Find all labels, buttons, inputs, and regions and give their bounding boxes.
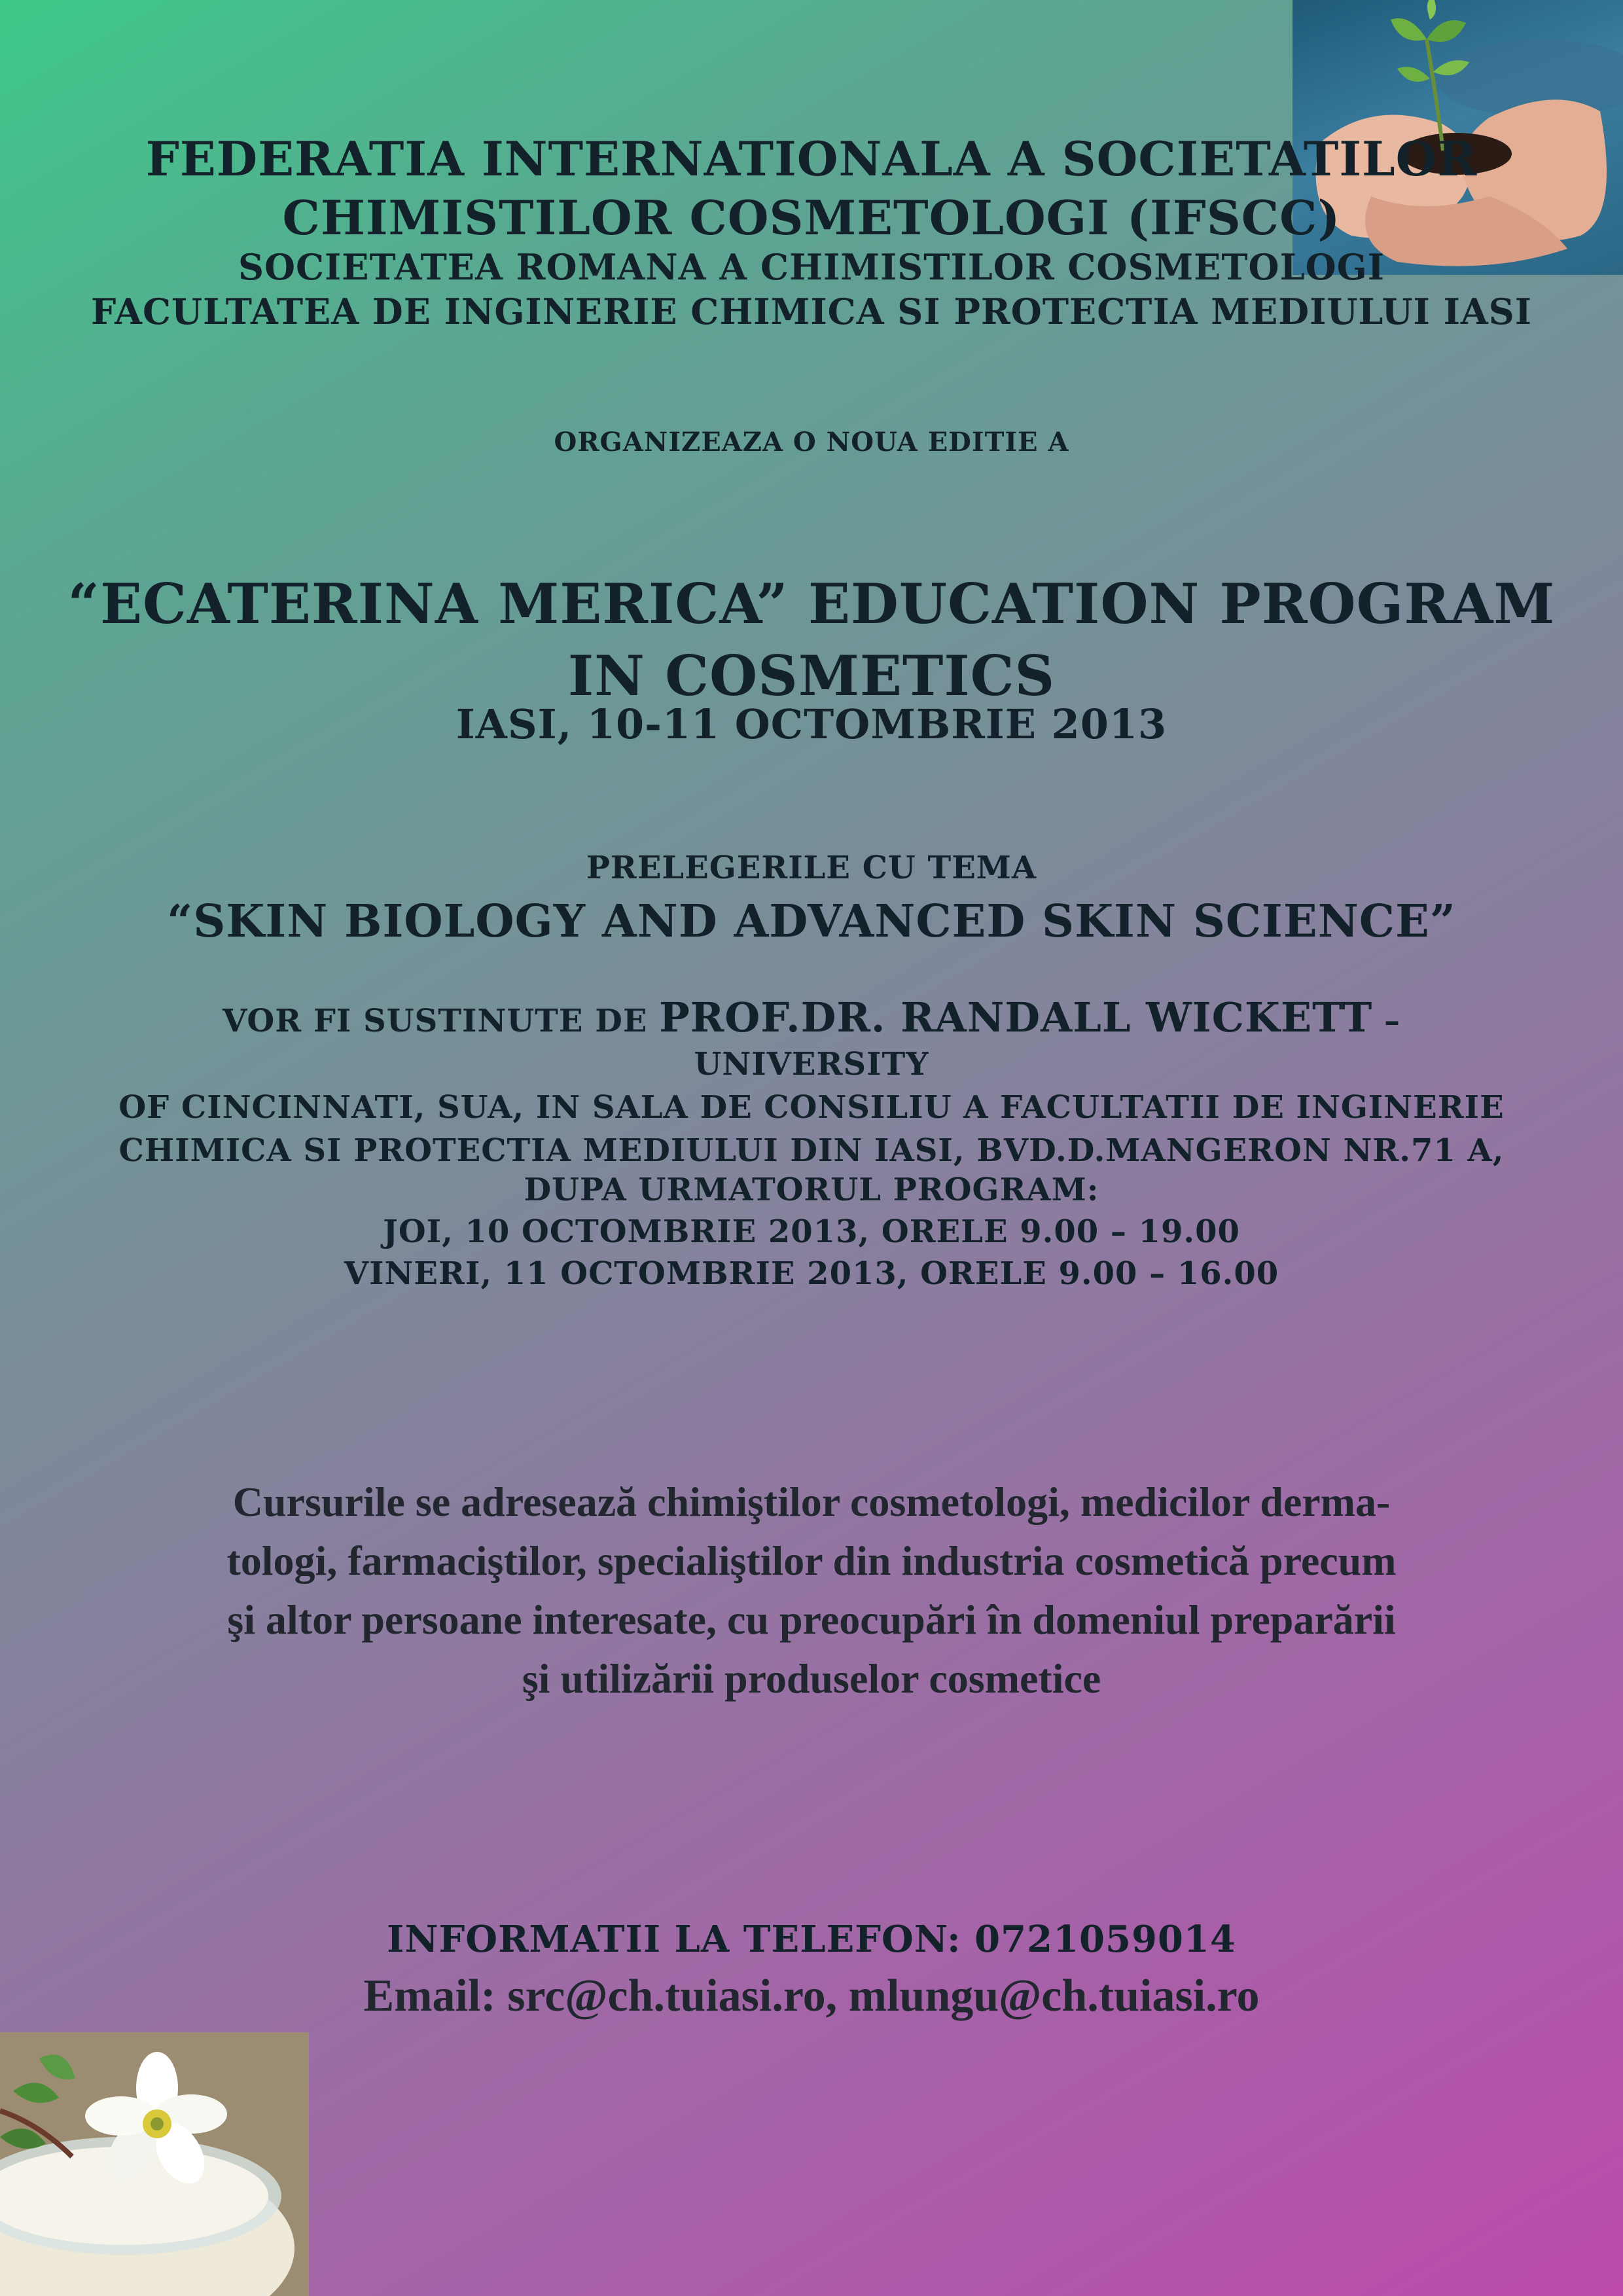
organizer-line-1: FEDERATIA INTERNATIONALA A SOCIETATILOR [145,131,1478,187]
program-title [0,568,1623,712]
schedule-day-2: VINERI, 11 OCTOMBRIE 2013, ORELE 9.00 – 16.00 [344,1255,1279,1292]
schedule-day-1: JOI, 10 OCTOMBRIE 2013, ORELE 9.00 – 19.00 [383,1213,1240,1250]
audience-line-3: şi altor persoane interesate, cu preocupări în domeniul preparării [227,1596,1396,1643]
audience-line-4: şi utilizării produselor cosmetice [522,1655,1101,1702]
schedule-label: DUPA URMATORUL PROGRAM: [524,1172,1099,1208]
schedule [0,1169,1623,1295]
organizer-ifscc [0,130,1623,247]
audience-paragraph [0,1473,1623,1708]
organizer-partners [0,245,1623,334]
speaker-name: PROF.DR. RANDALL WICKETT [659,994,1373,1041]
organizer-line-4: FACULTATEA DE INGINERIE CHIMICA SI PROTECTIA MEDIULUI IASI [90,291,1533,332]
contact-email: Email: src@ch.tuiasi.ro, mlungu@ch.tuiasi.ro [363,1971,1260,2021]
speaker-info [0,996,1623,1172]
intro-text: ORGANIZEAZA O NOUA EDITIE A [554,427,1069,457]
lecture-topic: “SKIN BIOLOGY AND ADVANCED SKIN SCIENCE” [167,895,1456,948]
program-date: IASI, 10-11 OCTOMBRIE 2013 [455,700,1168,748]
cream-flower-photo [0,2032,309,2296]
program-title-line-2: IN COSMETICS [567,643,1056,708]
speaker-affiliation: – UNIVERSITY [694,1003,1400,1083]
speaker-line-3: CHIMICA SI PROTECTIA MEDIULUI DIN IASI, BVD.D.MANGERON NR.71 A, [118,1132,1505,1169]
audience-line-2: tologi, farmaciştilor, specialiştilor din industria cosmetică precum [226,1537,1397,1584]
cream-bowl-illustration [0,2032,309,2296]
audience-line-1: Cursurile se adresează chimiştilor cosmetologi, medicilor derma- [232,1479,1391,1525]
program-title-line-1: “ECATERINA MERICA” EDUCATION PROGRAM [67,571,1556,636]
speaker-line-2: OF CINCINNATI, SUA, IN SALA DE CONSILIU A FACULTATII DE INGINERIE [118,1089,1505,1126]
speaker-prefix: VOR FI SUSTINUTE DE [223,1003,660,1039]
speaker-line-1 [118,996,1505,1086]
organizer-line-2: CHIMISTILOR COSMETOLOGI (IFSCC) [282,190,1341,245]
organizer-line-3: SOCIETATEA ROMANA A CHIMISTILOR COSMETOLOGI [238,246,1385,288]
contact-phone: INFORMATII LA TELEFON: 0721059014 [387,1918,1236,1961]
lecture-label: PRELEGERILE CU TEMA [586,850,1037,886]
